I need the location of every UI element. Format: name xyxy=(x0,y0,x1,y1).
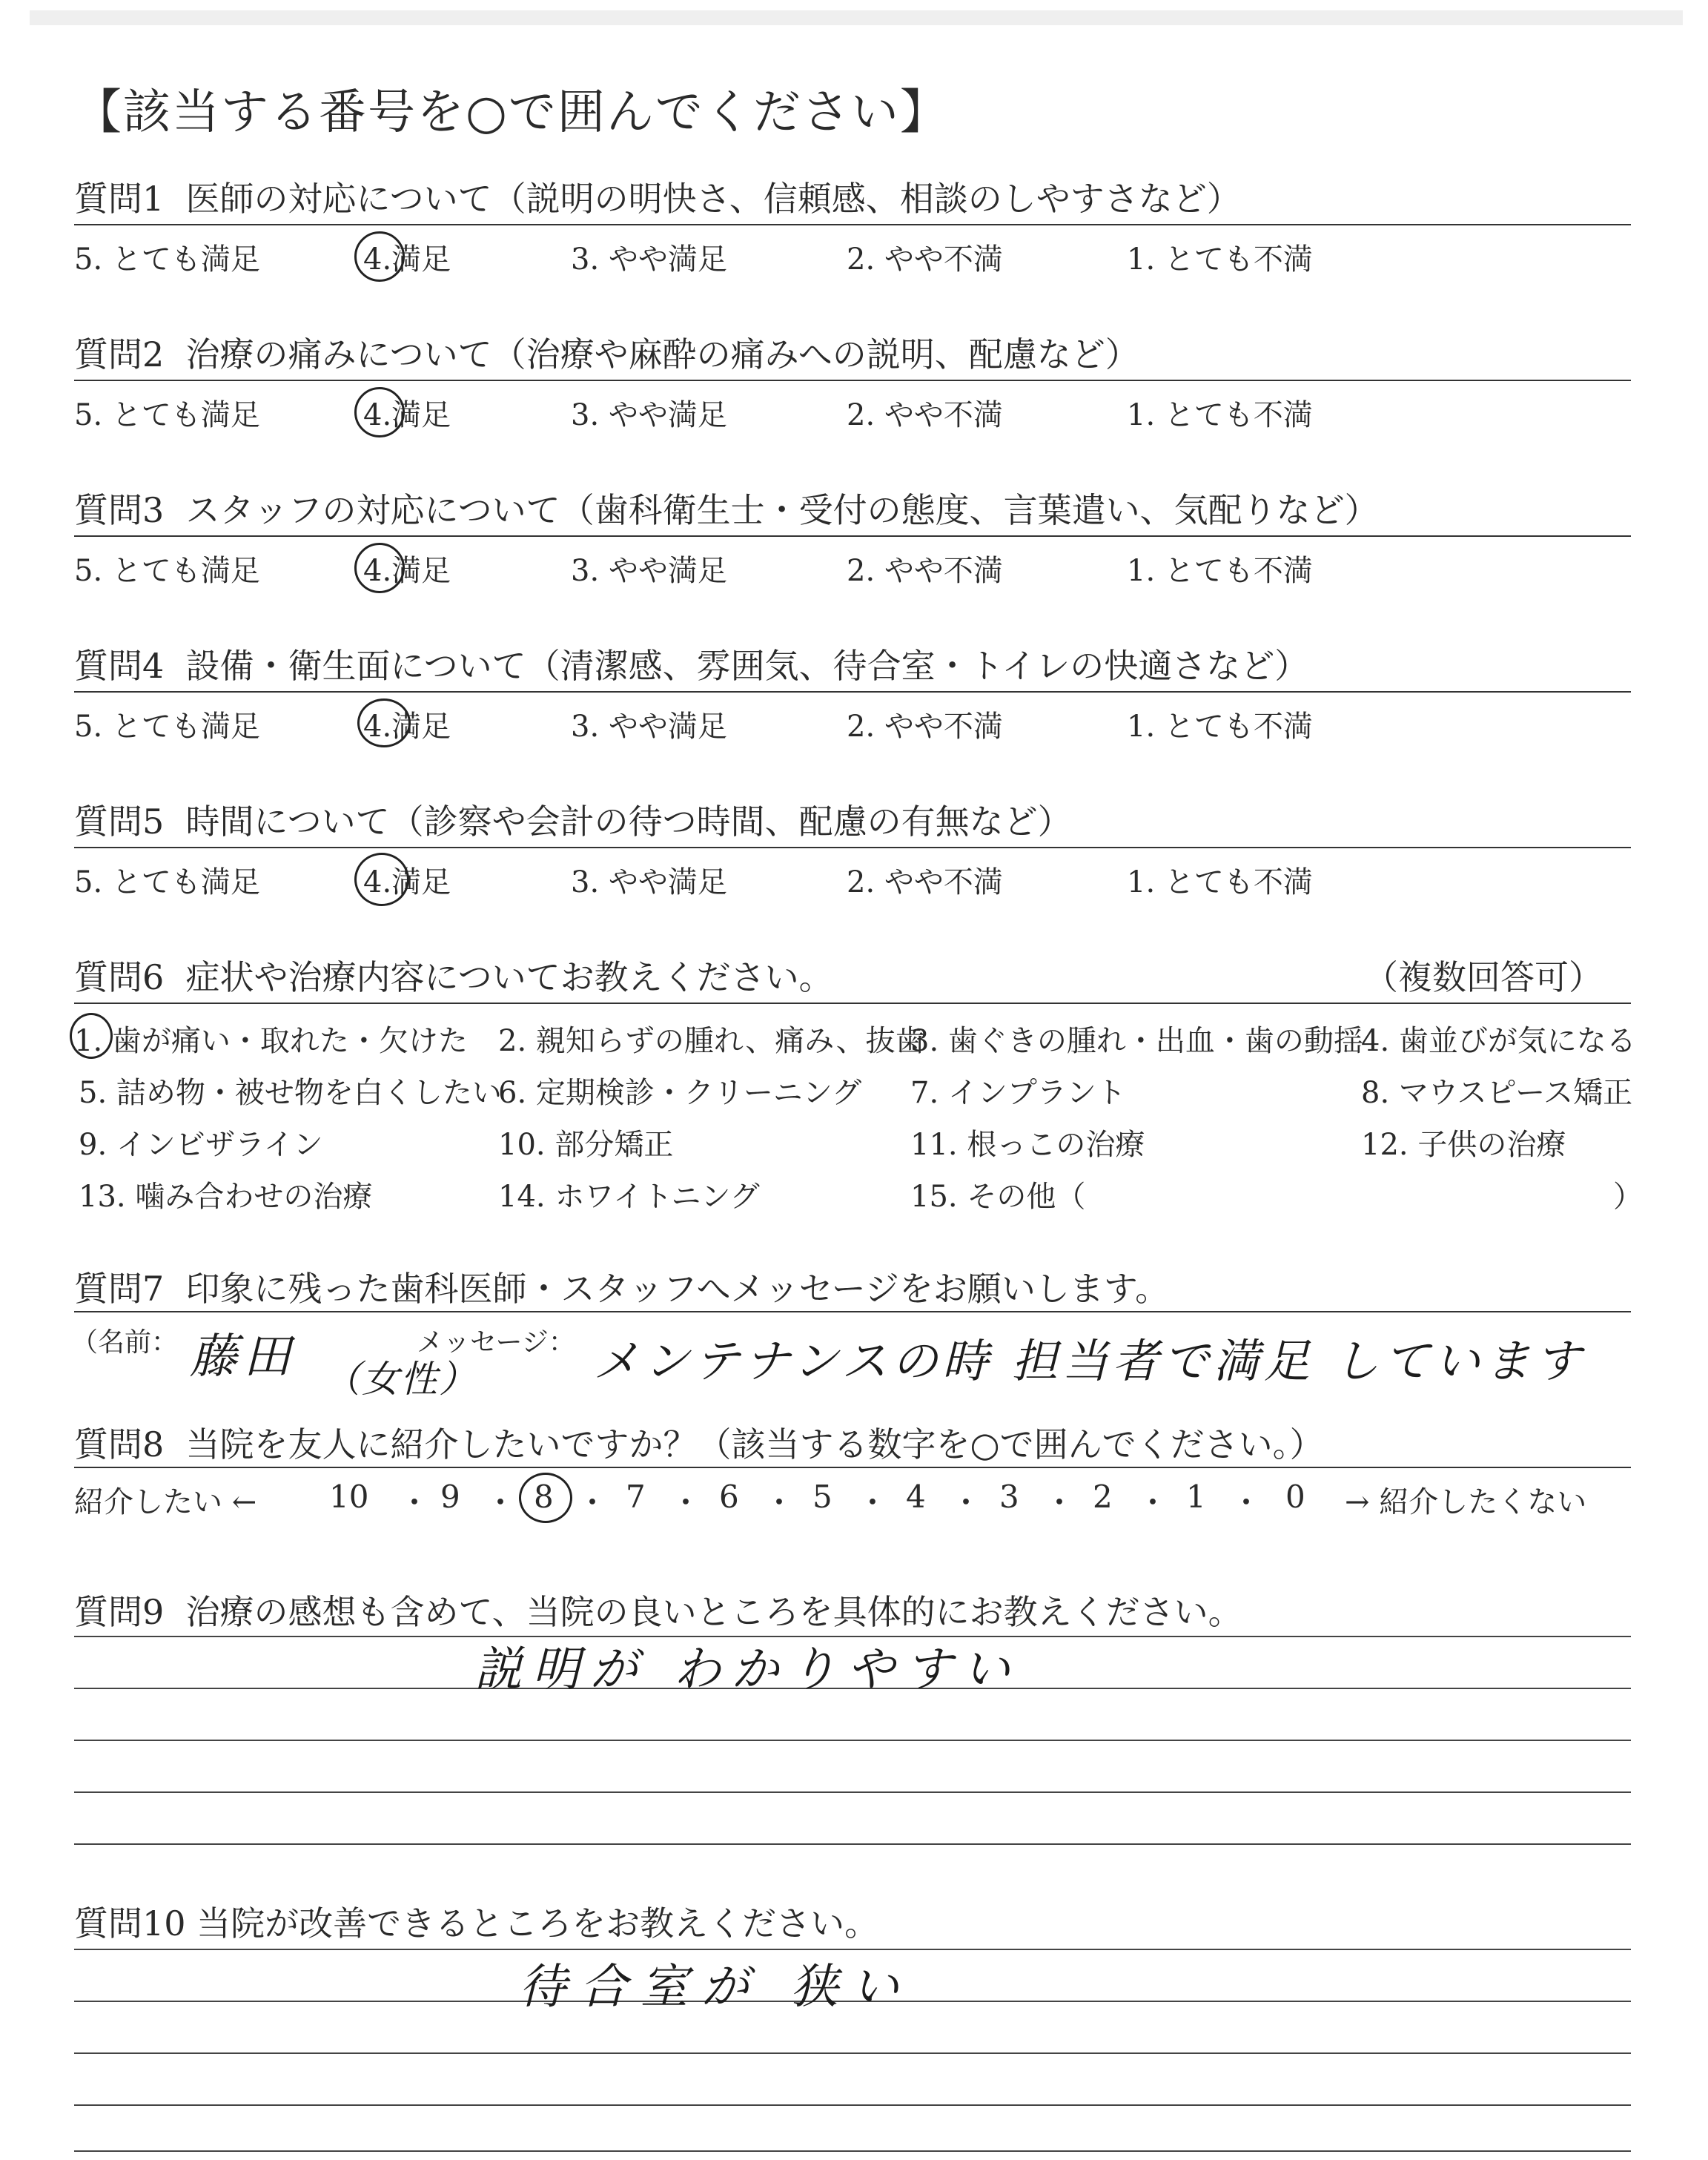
q8-text: 当院を友人に紹介したいですか？（該当する数字を○で囲んでください。） xyxy=(185,1424,1324,1464)
q6-item-14[interactable]: 14. ホワイトニング xyxy=(498,1180,760,1214)
q6-label: 質問6 xyxy=(74,957,165,997)
q8-score-6[interactable]: 6 xyxy=(719,1479,739,1515)
q5-opt-4-num: 4. xyxy=(363,865,392,899)
q9-write-line xyxy=(74,1791,1631,1793)
q7-label: 質問7 xyxy=(74,1269,165,1309)
q6-item-8[interactable]: 8. マウスピース矯正 xyxy=(1361,1076,1633,1110)
q6-item-1[interactable]: 1. 歯が痛い・取れた・欠けた xyxy=(74,1024,468,1058)
q8-score-3[interactable]: 3 xyxy=(999,1479,1019,1515)
q1-rule xyxy=(74,224,1631,225)
q6-item-13[interactable]: 13. 噛み合わせの治療 xyxy=(79,1180,373,1214)
q8-score-5[interactable]: 5 xyxy=(812,1479,833,1515)
q7-name-label: （名前： xyxy=(71,1327,179,1358)
q5-opt-3[interactable]: 3. やや満足 xyxy=(571,865,727,899)
q1-opt-1[interactable]: 1. とても不満 xyxy=(1127,242,1313,277)
q5-label: 質問5 xyxy=(74,802,165,842)
q5-text: 時間について（診察や会計の待つ時間、配慮の有無など） xyxy=(185,802,1072,842)
q8-score-10[interactable]: 10 xyxy=(329,1479,369,1515)
q1-answer-circle xyxy=(354,231,405,282)
q6-item-4[interactable]: 4. 歯並びが気になる xyxy=(1361,1024,1636,1058)
form-heading: 【該当する番号を○で囲んでください】 xyxy=(74,85,949,140)
q9-text: 治療の感想も含めて、当院の良いところを具体的にお教えください。 xyxy=(185,1592,1242,1632)
q1-text: 医師の対応について（説明の明快さ、信頼感、相談のしやすさなど） xyxy=(185,179,1241,219)
q10-write-line xyxy=(74,2052,1631,2054)
q10-write-line xyxy=(74,2104,1631,2106)
q4-rule xyxy=(74,691,1631,693)
q6-item-6[interactable]: 6. 定期検診・クリーニング xyxy=(498,1076,862,1110)
q2-opt-1[interactable]: 1. とても不満 xyxy=(1127,398,1313,432)
q10-answer-handwritten: 待合室が 狭い xyxy=(519,1960,913,2015)
q8-title xyxy=(74,1418,1324,1467)
q8-dot: ・ xyxy=(1231,1484,1262,1521)
q10-label: 質問10 xyxy=(74,1903,186,1943)
q4-opt-3[interactable]: 3. やや満足 xyxy=(571,710,727,744)
q9-answer-handwritten: 説明が わかりやすい xyxy=(474,1642,1021,1697)
q8-dot: ・ xyxy=(1044,1484,1076,1521)
q6-title xyxy=(74,951,833,1000)
q1-opt-3[interactable]: 3. やや満足 xyxy=(571,242,727,277)
q8-score-9[interactable]: 9 xyxy=(440,1479,460,1515)
q5-opt-2[interactable]: 2. やや不満 xyxy=(847,865,1003,899)
q6-item-9[interactable]: 9. インビザライン xyxy=(79,1128,323,1162)
q8-dot: ・ xyxy=(857,1484,889,1521)
scan-edge xyxy=(30,10,1683,25)
q6-item-15[interactable]: 15. その他（ xyxy=(910,1180,1086,1214)
q2-title xyxy=(74,328,1139,377)
q8-label: 質問8 xyxy=(74,1424,165,1464)
q3-label: 質問3 xyxy=(74,490,165,530)
q3-rule xyxy=(74,535,1631,537)
q9-write-line xyxy=(74,1843,1631,1845)
q5-opt-1[interactable]: 1. とても不満 xyxy=(1127,865,1313,899)
q8-dot: ・ xyxy=(950,1484,982,1521)
q8-score-8[interactable]: 8 xyxy=(534,1479,554,1515)
q4-title xyxy=(74,639,1308,688)
q3-opt-5[interactable]: 5. とても満足 xyxy=(74,554,260,588)
q5-answer-circle xyxy=(354,853,409,906)
q3-opt-3[interactable]: 3. やや満足 xyxy=(571,554,727,588)
q4-answer-circle xyxy=(357,698,411,747)
q3-text: スタッフの対応について（歯科衛生士・受付の態度、言葉遣い、気配りなど） xyxy=(185,490,1379,530)
q8-dot: ・ xyxy=(764,1484,795,1521)
q1-label: 質問1 xyxy=(74,179,165,219)
q4-opt-4-text: 満足 xyxy=(391,710,451,744)
q10-title xyxy=(74,1897,878,1946)
q1-title xyxy=(74,172,1241,221)
q8-right-label: → 紹介したくない xyxy=(1345,1485,1587,1519)
q8-score-0[interactable]: 0 xyxy=(1285,1479,1305,1515)
q6-item-11[interactable]: 11. 根っこの治療 xyxy=(910,1128,1145,1162)
q4-opt-2[interactable]: 2. やや不満 xyxy=(847,710,1003,744)
q4-text: 設備・衛生面について（清潔感、雰囲気、待合室・トイレの快適さなど） xyxy=(185,646,1309,686)
q5-rule xyxy=(74,847,1631,848)
q9-label: 質問9 xyxy=(74,1592,165,1632)
q10-write-line xyxy=(74,2150,1631,2152)
q2-opt-5[interactable]: 5. とても満足 xyxy=(74,398,260,432)
q7-name-handwritten: 藤田 xyxy=(190,1330,297,1384)
q4-opt-4-num: 4. xyxy=(363,710,392,744)
q6-item-3[interactable]: 3. 歯ぐきの腫れ・出血・歯の動揺 xyxy=(910,1024,1363,1058)
q3-answer-circle xyxy=(354,543,405,593)
q9-title xyxy=(74,1585,1242,1634)
q8-dot: ・ xyxy=(577,1484,609,1521)
q8-score-7[interactable]: 7 xyxy=(626,1479,646,1515)
q3-opt-4-text: 満足 xyxy=(391,554,451,588)
q7-message-label: メッセージ： xyxy=(417,1327,575,1358)
q1-opt-4-text: 満足 xyxy=(391,242,451,277)
q2-label: 質問2 xyxy=(74,334,165,374)
q6-item-12[interactable]: 12. 子供の治療 xyxy=(1361,1128,1566,1162)
q3-opt-1[interactable]: 1. とても不満 xyxy=(1127,554,1313,588)
q8-dot: ・ xyxy=(399,1484,431,1521)
q7-name-note-handwritten: （女性） xyxy=(323,1358,477,1401)
q8-rule xyxy=(74,1467,1631,1468)
q6-other-close: ） xyxy=(1613,1180,1643,1214)
q8-dot: ・ xyxy=(1137,1484,1169,1521)
q9-write-line xyxy=(74,1740,1631,1741)
q3-title xyxy=(74,483,1379,532)
q7-rule xyxy=(74,1311,1631,1312)
q4-label: 質問4 xyxy=(74,646,165,686)
q8-score-1[interactable]: 1 xyxy=(1186,1479,1206,1515)
q6-answer-circle xyxy=(70,1013,113,1059)
q6-rule xyxy=(74,1003,1631,1004)
q6-item-10[interactable]: 10. 部分矯正 xyxy=(498,1128,674,1162)
q1-opt-2[interactable]: 2. やや不満 xyxy=(847,242,1003,277)
q3-opt-4-num: 4. xyxy=(363,554,392,588)
q5-title xyxy=(74,795,1072,844)
q5-opt-4-text: 満足 xyxy=(391,865,451,899)
q8-dot: ・ xyxy=(670,1484,702,1521)
q2-opt-3[interactable]: 3. やや満足 xyxy=(571,398,727,432)
q8-score-4[interactable]: 4 xyxy=(906,1479,926,1515)
q1-opt-4-num: 4. xyxy=(363,242,392,277)
q3-opt-2[interactable]: 2. やや不満 xyxy=(847,554,1003,588)
q10-text: 当院が改善できるところをお教えください。 xyxy=(196,1903,879,1943)
q8-answer-circle xyxy=(519,1473,572,1523)
q2-rule xyxy=(74,380,1631,381)
q4-opt-5[interactable]: 5. とても満足 xyxy=(74,710,260,744)
q6-item-2[interactable]: 2. 親知らずの腫れ、痛み、抜歯 xyxy=(498,1024,925,1058)
q4-opt-1[interactable]: 1. とても不満 xyxy=(1127,710,1313,744)
q6-multi-note: （複数回答可） xyxy=(1364,957,1603,997)
q2-opt-4-num: 4. xyxy=(363,398,392,432)
q8-dot: ・ xyxy=(485,1484,517,1521)
q6-item-7[interactable]: 7. インプラント xyxy=(910,1076,1126,1110)
q7-text: 印象に残った歯科医師・スタッフへメッセージをお願いします。 xyxy=(185,1269,1170,1309)
q8-score-2[interactable]: 2 xyxy=(1093,1479,1113,1515)
q7-message-handwritten: メンテナンスの時 担当者で満足 しています xyxy=(593,1334,1586,1388)
q2-opt-4-text: 満足 xyxy=(391,398,451,432)
q7-title xyxy=(74,1262,1169,1311)
q2-text: 治療の痛みについて（治療や麻酔の痛みへの説明、配慮など） xyxy=(185,334,1139,374)
q1-opt-5[interactable]: 5. とても満足 xyxy=(74,242,260,277)
q6-item-5[interactable]: 5. 詰め物・被せ物を白くしたい xyxy=(79,1076,502,1110)
q2-opt-2[interactable]: 2. やや不満 xyxy=(847,398,1003,432)
q2-answer-circle xyxy=(354,387,405,437)
q6-text: 症状や治療内容についてお教えください。 xyxy=(185,957,833,997)
q8-left-label: 紹介したい ← xyxy=(74,1485,257,1519)
q5-opt-5[interactable]: 5. とても満足 xyxy=(74,865,260,899)
